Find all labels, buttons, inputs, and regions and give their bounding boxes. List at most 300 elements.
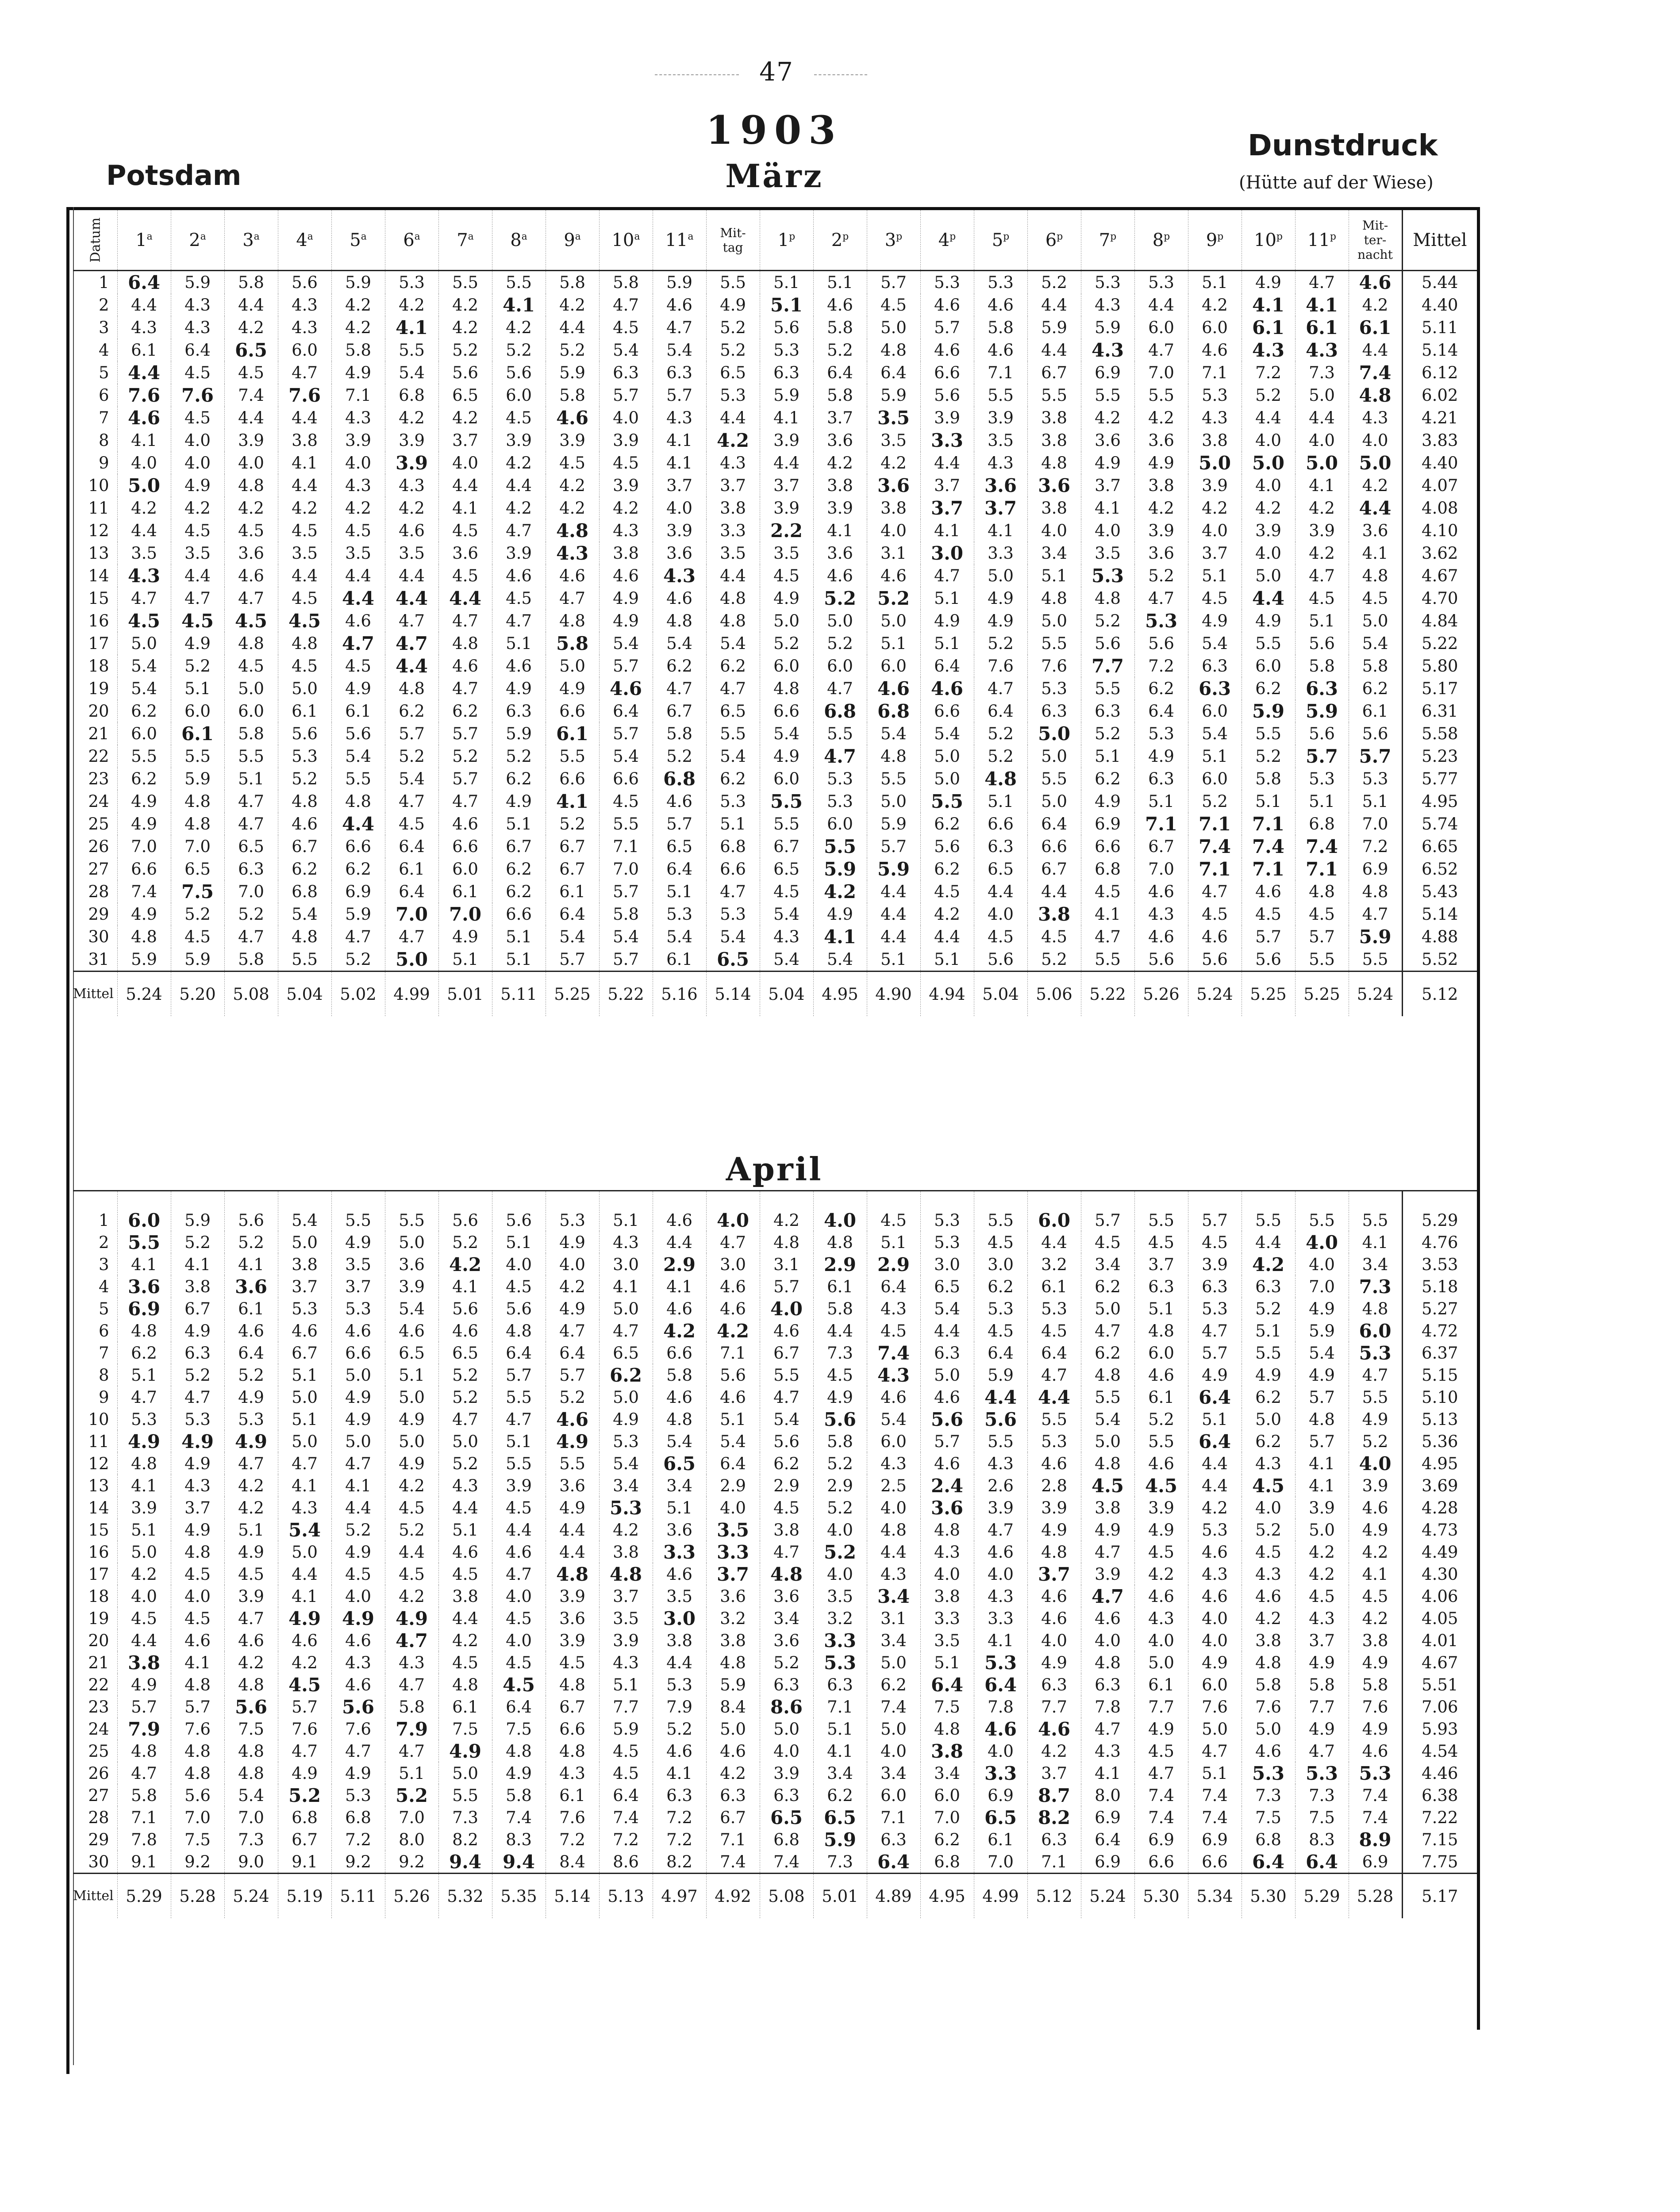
value-cell: 4.7: [492, 1563, 546, 1585]
table-row: [73, 339, 1477, 361]
value-cell: 5.2: [1242, 745, 1295, 768]
value-cell: 6.2: [1081, 768, 1134, 790]
value-cell: 4.6: [653, 294, 706, 316]
day-cell: 1: [98, 273, 109, 292]
value-cell: 4.6: [492, 565, 546, 587]
value-cell: 4.7: [920, 565, 974, 587]
value-cell: 4.0: [117, 1585, 171, 1607]
value-cell: 4.2: [1027, 1740, 1081, 1762]
value-cell: 4.7: [1349, 1364, 1402, 1386]
value-cell: 4.3: [867, 1298, 920, 1320]
table-row: [73, 1408, 1477, 1430]
value-cell: 5.1: [1242, 790, 1295, 813]
value-cell: 7.0: [385, 903, 438, 926]
value-cell: 5.2: [1242, 1298, 1295, 1320]
value-cell: 5.1: [599, 1191, 653, 1232]
value-cell: 6.4: [867, 1275, 920, 1298]
value-cell: 5.3: [385, 271, 438, 294]
value-cell: 3.3: [653, 1541, 706, 1563]
value-cell: 6.5: [171, 858, 224, 880]
value-cell: 5.1: [385, 1364, 438, 1386]
table-row: [73, 407, 1477, 429]
value-cell: 7.0: [117, 835, 171, 858]
value-cell: 5.1: [492, 926, 546, 948]
value-cell: 6.4: [1081, 1828, 1134, 1851]
day-cell: 9: [98, 1387, 109, 1407]
value-cell: 6.5: [385, 1342, 438, 1364]
value-cell: 2.9: [760, 1475, 813, 1497]
value-cell: 5.5: [1349, 1191, 1402, 1232]
value-cell: 3.8: [1081, 1497, 1134, 1519]
value-cell: 5.0: [278, 1541, 331, 1563]
value-cell: 4.0: [1349, 1452, 1402, 1475]
value-cell: 3.7: [920, 474, 974, 497]
value-cell: 5.7: [1349, 745, 1402, 768]
value-cell: 6.1: [1027, 1275, 1081, 1298]
value-cell: 5.1: [1134, 790, 1188, 813]
hourly-mean-cell: 5.08: [224, 972, 278, 1017]
value-cell: 2.5: [867, 1475, 920, 1497]
value-cell: 5.7: [117, 1696, 171, 1718]
value-cell: 7.0: [385, 1806, 438, 1828]
value-cell: 5.0: [760, 610, 813, 632]
hourly-mean-cell: 4.97: [653, 1874, 706, 1919]
value-cell: 6.5: [653, 835, 706, 858]
value-cell: 6.4: [1188, 1430, 1242, 1452]
hourly-mean-cell: 4.99: [385, 972, 438, 1017]
value-cell: 6.4: [546, 903, 599, 926]
value-cell: 5.5: [331, 768, 385, 790]
table-row: [73, 1651, 1477, 1674]
value-cell: 3.9: [760, 429, 813, 452]
value-cell: 7.1: [1242, 858, 1295, 880]
value-cell: 4.2: [117, 497, 171, 519]
value-cell: 5.6: [920, 835, 974, 858]
value-cell: 4.5: [331, 655, 385, 677]
value-cell: 4.5: [385, 813, 438, 835]
value-cell: 4.9: [117, 903, 171, 926]
value-cell: 5.5: [1081, 948, 1134, 972]
table-row: [73, 452, 1477, 474]
value-cell: 4.6: [920, 294, 974, 316]
value-cell: 5.1: [706, 813, 760, 835]
value-cell: 4.2: [653, 1320, 706, 1342]
value-cell: 5.5: [1081, 384, 1134, 407]
value-cell: 5.9: [760, 384, 813, 407]
value-cell: 5.5: [1242, 1191, 1295, 1232]
value-cell: 4.4: [920, 926, 974, 948]
frame-left-rule: [66, 207, 69, 2074]
value-cell: 4.9: [599, 1408, 653, 1430]
value-cell: 3.8: [1027, 497, 1081, 519]
value-cell: 7.1: [974, 361, 1027, 384]
column-header-hour: 5$^a$: [331, 210, 385, 271]
value-cell: 4.7: [1081, 1718, 1134, 1740]
value-cell: 3.7: [974, 497, 1027, 519]
value-cell: 5.6: [760, 316, 813, 339]
value-cell: 7.7: [599, 1696, 653, 1718]
value-cell: 5.0: [331, 1430, 385, 1452]
value-cell: 4.7: [385, 926, 438, 948]
value-cell: 5.8: [1242, 768, 1295, 790]
value-cell: 5.5: [1027, 1408, 1081, 1430]
value-cell: 4.1: [653, 429, 706, 452]
value-cell: 4.2: [1081, 407, 1134, 429]
value-cell: 5.9: [1295, 1320, 1349, 1342]
value-cell: 5.2: [224, 903, 278, 926]
value-cell: 3.9: [546, 429, 599, 452]
value-cell: 5.5: [867, 768, 920, 790]
value-cell: 3.0: [920, 542, 974, 565]
value-cell: 4.9: [171, 1320, 224, 1342]
day-cell: 16: [88, 611, 109, 630]
value-cell: 5.7: [385, 722, 438, 745]
value-cell: 3.6: [438, 542, 492, 565]
value-cell: 5.2: [438, 1364, 492, 1386]
value-cell: 5.2: [1349, 1430, 1402, 1452]
table-row: [73, 926, 1477, 948]
value-cell: 4.1: [653, 1762, 706, 1784]
value-cell: 5.5: [492, 271, 546, 294]
table-row: [73, 880, 1477, 903]
value-cell: 7.0: [1349, 813, 1402, 835]
value-cell: 4.9: [385, 1408, 438, 1430]
value-cell: 4.2: [706, 1320, 760, 1342]
value-cell: 6.9: [1349, 1851, 1402, 1874]
column-header-hour: 11$^p$: [1295, 210, 1349, 271]
value-cell: 5.4: [867, 722, 920, 745]
value-cell: 3.4: [1081, 1253, 1134, 1275]
day-cell: 13: [88, 1476, 109, 1495]
value-cell: 7.7: [1081, 655, 1134, 677]
value-cell: 5.2: [171, 655, 224, 677]
value-cell: 3.4: [867, 1762, 920, 1784]
value-cell: 4.9: [1295, 1651, 1349, 1674]
value-cell: 4.3: [920, 1541, 974, 1563]
value-cell: 4.9: [974, 610, 1027, 632]
value-cell: 5.7: [653, 813, 706, 835]
value-cell: 3.3: [706, 1541, 760, 1563]
value-cell: 5.7: [920, 316, 974, 339]
value-cell: 4.4: [760, 452, 813, 474]
value-cell: 3.6: [546, 1607, 599, 1629]
value-cell: 3.6: [385, 1253, 438, 1275]
day-cell: 9: [98, 453, 109, 472]
hourly-mean-cell: 5.22: [1081, 972, 1134, 1017]
value-cell: 4.8: [867, 745, 920, 768]
value-cell: 5.8: [653, 722, 706, 745]
value-cell: 4.0: [171, 452, 224, 474]
value-cell: 4.8: [1242, 1651, 1295, 1674]
hourly-mean-cell: 5.06: [1027, 972, 1081, 1017]
value-cell: 3.9: [546, 1585, 599, 1607]
value-cell: 3.7: [438, 429, 492, 452]
value-cell: 6.7: [278, 1828, 331, 1851]
table-row: [73, 1696, 1477, 1718]
day-cell: 16: [88, 1542, 109, 1562]
value-cell: 4.6: [867, 677, 920, 700]
value-cell: 8.4: [706, 1696, 760, 1718]
column-header-hour: 3$^p$: [867, 210, 920, 271]
value-cell: 5.3: [1188, 1298, 1242, 1320]
value-cell: 6.4: [1027, 1342, 1081, 1364]
value-cell: 4.2: [546, 294, 599, 316]
value-cell: 4.4: [171, 565, 224, 587]
value-cell: 3.3: [974, 1607, 1027, 1629]
value-cell: 6.0: [1134, 316, 1188, 339]
value-cell: 5.2: [813, 1541, 867, 1563]
value-cell: 6.3: [224, 858, 278, 880]
value-cell: 3.9: [1242, 519, 1295, 542]
value-cell: 5.7: [599, 655, 653, 677]
value-cell: 5.3: [1134, 722, 1188, 745]
value-cell: 4.7: [331, 1452, 385, 1475]
value-cell: 4.9: [117, 1430, 171, 1452]
value-cell: 4.6: [492, 1541, 546, 1563]
value-cell: 7.5: [171, 880, 224, 903]
value-cell: 4.0: [974, 1563, 1027, 1585]
value-cell: 5.6: [974, 1408, 1027, 1430]
value-cell: 4.0: [813, 1191, 867, 1232]
value-cell: 4.0: [331, 1585, 385, 1607]
daily-mean-cell: 4.30: [1402, 1563, 1477, 1585]
value-cell: 5.9: [492, 722, 546, 745]
value-cell: 3.8: [599, 542, 653, 565]
value-cell: 6.3: [760, 361, 813, 384]
value-cell: 5.0: [331, 1364, 385, 1386]
value-cell: 4.7: [706, 880, 760, 903]
value-cell: 5.1: [224, 1519, 278, 1541]
value-cell: 4.8: [653, 610, 706, 632]
mean-row: [73, 972, 1477, 1017]
value-cell: 6.4: [224, 1342, 278, 1364]
value-cell: 5.0: [1295, 452, 1349, 474]
value-cell: 5.5: [1134, 1430, 1188, 1452]
value-cell: 3.6: [1134, 542, 1188, 565]
value-cell: 6.9: [331, 880, 385, 903]
value-cell: 4.6: [1134, 1364, 1188, 1386]
value-cell: 4.5: [1027, 1320, 1081, 1342]
value-cell: 5.3: [1081, 271, 1134, 294]
value-cell: 4.4: [385, 587, 438, 610]
value-cell: 5.3: [1188, 384, 1242, 407]
value-cell: 4.4: [331, 565, 385, 587]
value-cell: 4.1: [1081, 903, 1134, 926]
value-cell: 4.3: [1081, 339, 1134, 361]
hourly-mean-cell: 5.24: [224, 1874, 278, 1919]
table-row: [73, 677, 1477, 700]
value-cell: 3.5: [331, 542, 385, 565]
value-cell: 5.1: [599, 1674, 653, 1696]
value-cell: 6.9: [1134, 1828, 1188, 1851]
value-cell: 4.9: [1081, 790, 1134, 813]
frame-top-rule: [66, 207, 1480, 210]
value-cell: 4.6: [224, 1629, 278, 1651]
value-cell: 4.8: [1295, 1408, 1349, 1430]
value-cell: 5.9: [1349, 926, 1402, 948]
value-cell: 5.6: [1295, 632, 1349, 655]
value-cell: 4.0: [117, 452, 171, 474]
value-cell: 4.7: [653, 677, 706, 700]
value-cell: 5.4: [653, 1430, 706, 1452]
value-cell: 4.0: [1295, 429, 1349, 452]
value-cell: 4.8: [438, 1674, 492, 1696]
value-cell: 2.4: [920, 1475, 974, 1497]
value-cell: 4.5: [1188, 1231, 1242, 1253]
value-cell: 4.3: [1134, 903, 1188, 926]
value-cell: 4.1: [278, 1475, 331, 1497]
value-cell: 4.6: [1242, 1740, 1295, 1762]
value-cell: 3.3: [920, 429, 974, 452]
value-cell: 3.6: [224, 1275, 278, 1298]
value-cell: 5.0: [1188, 1718, 1242, 1740]
value-cell: 4.3: [1188, 407, 1242, 429]
value-cell: 5.9: [867, 813, 920, 835]
value-cell: 4.6: [331, 1629, 385, 1651]
value-cell: 5.5: [1295, 948, 1349, 972]
value-cell: 4.5: [171, 610, 224, 632]
table-row: [73, 632, 1477, 655]
value-cell: 5.8: [224, 271, 278, 294]
value-cell: 5.4: [653, 632, 706, 655]
value-cell: 5.0: [438, 1430, 492, 1452]
value-cell: 4.0: [813, 1519, 867, 1541]
value-cell: 4.5: [1081, 1231, 1134, 1253]
value-cell: 4.5: [224, 361, 278, 384]
hourly-mean-cell: 5.29: [117, 1874, 171, 1919]
value-cell: 7.4: [599, 1806, 653, 1828]
value-cell: 7.4: [117, 880, 171, 903]
daily-mean-cell: 4.67: [1402, 1651, 1477, 1674]
value-cell: 2.9: [706, 1475, 760, 1497]
value-cell: 5.0: [278, 677, 331, 700]
daily-mean-cell: 4.49: [1402, 1541, 1477, 1563]
hourly-mean-cell: 5.11: [331, 1874, 385, 1919]
value-cell: 5.3: [331, 1298, 385, 1320]
day-cell: 15: [88, 589, 109, 608]
value-cell: 7.6: [171, 384, 224, 407]
daily-mean-cell: 4.21: [1402, 407, 1477, 429]
value-cell: 4.5: [1081, 1475, 1134, 1497]
column-header-hour: 5$^p$: [974, 210, 1027, 271]
value-cell: 5.4: [278, 903, 331, 926]
value-cell: 5.5: [1242, 722, 1295, 745]
value-cell: 4.9: [1295, 1298, 1349, 1320]
value-cell: 5.7: [171, 1696, 224, 1718]
value-cell: 3.9: [385, 429, 438, 452]
value-cell: 4.8: [385, 677, 438, 700]
value-cell: 5.2: [492, 339, 546, 361]
value-cell: 4.3: [760, 926, 813, 948]
value-cell: 4.8: [224, 1740, 278, 1762]
value-cell: 6.1: [171, 722, 224, 745]
value-cell: 3.0: [706, 1253, 760, 1275]
value-cell: 5.8: [813, 384, 867, 407]
value-cell: 6.1: [438, 880, 492, 903]
value-cell: 6.0: [1027, 1191, 1081, 1232]
value-cell: 8.3: [1295, 1828, 1349, 1851]
value-cell: 5.0: [867, 316, 920, 339]
value-cell: 5.2: [1134, 565, 1188, 587]
value-cell: 4.3: [546, 542, 599, 565]
value-cell: 4.4: [278, 407, 331, 429]
monthly-mean-cell: 5.12: [1402, 972, 1477, 1017]
value-cell: 4.7: [1295, 1740, 1349, 1762]
hourly-mean-cell: 4.90: [867, 972, 920, 1017]
value-cell: 7.2: [1242, 361, 1295, 384]
value-cell: 4.6: [653, 1298, 706, 1320]
table-row: [73, 768, 1477, 790]
value-cell: 5.1: [1188, 745, 1242, 768]
value-cell: 5.1: [117, 1364, 171, 1386]
value-cell: 2.8: [1027, 1475, 1081, 1497]
value-cell: 3.4: [760, 1607, 813, 1629]
value-cell: 5.0: [1349, 610, 1402, 632]
day-cell: 19: [88, 1609, 109, 1628]
value-cell: 6.5: [438, 384, 492, 407]
value-cell: 5.0: [1027, 790, 1081, 813]
value-cell: 3.8: [438, 1585, 492, 1607]
value-cell: 4.8: [1295, 880, 1349, 903]
value-cell: 4.3: [171, 316, 224, 339]
value-cell: 4.2: [1134, 407, 1188, 429]
page-number: 47: [759, 57, 794, 87]
value-cell: 5.4: [760, 722, 813, 745]
value-cell: 9.2: [171, 1851, 224, 1874]
value-cell: 4.2: [492, 497, 546, 519]
day-cell: 15: [88, 1520, 109, 1540]
value-cell: 5.5: [813, 835, 867, 858]
value-cell: 5.1: [706, 1408, 760, 1430]
value-cell: 4.4: [653, 1231, 706, 1253]
value-cell: 7.2: [331, 1828, 385, 1851]
value-cell: 6.5: [224, 339, 278, 361]
value-cell: 4.8: [546, 610, 599, 632]
value-cell: 4.3: [278, 316, 331, 339]
month-title-april: April: [726, 1150, 823, 1188]
value-cell: 4.6: [278, 1629, 331, 1651]
value-cell: 6.6: [492, 903, 546, 926]
value-cell: 4.8: [1081, 1364, 1134, 1386]
value-cell: 7.6: [1349, 1696, 1402, 1718]
table-row: [73, 1607, 1477, 1629]
value-cell: 4.6: [1134, 1452, 1188, 1475]
value-cell: 6.0: [224, 700, 278, 722]
value-cell: 4.4: [117, 1629, 171, 1651]
value-cell: 5.2: [1188, 790, 1242, 813]
value-cell: 4.1: [117, 1475, 171, 1497]
value-cell: 3.5: [867, 429, 920, 452]
value-cell: 4.5: [331, 1563, 385, 1585]
value-cell: 5.0: [867, 610, 920, 632]
value-cell: 3.8: [1027, 407, 1081, 429]
value-cell: 5.2: [974, 722, 1027, 745]
value-cell: 6.2: [492, 880, 546, 903]
value-cell: 4.8: [224, 1674, 278, 1696]
value-cell: 5.9: [171, 271, 224, 294]
value-cell: 5.1: [760, 271, 813, 294]
value-cell: 7.4: [224, 384, 278, 407]
value-cell: 3.9: [653, 519, 706, 542]
value-cell: 5.4: [599, 745, 653, 768]
value-cell: 4.2: [920, 903, 974, 926]
value-cell: 5.4: [920, 722, 974, 745]
day-cell: 11: [88, 499, 109, 518]
table-row: [73, 587, 1477, 610]
value-cell: 6.8: [1295, 813, 1349, 835]
value-cell: 5.4: [867, 1408, 920, 1430]
value-cell: 5.1: [1188, 565, 1242, 587]
